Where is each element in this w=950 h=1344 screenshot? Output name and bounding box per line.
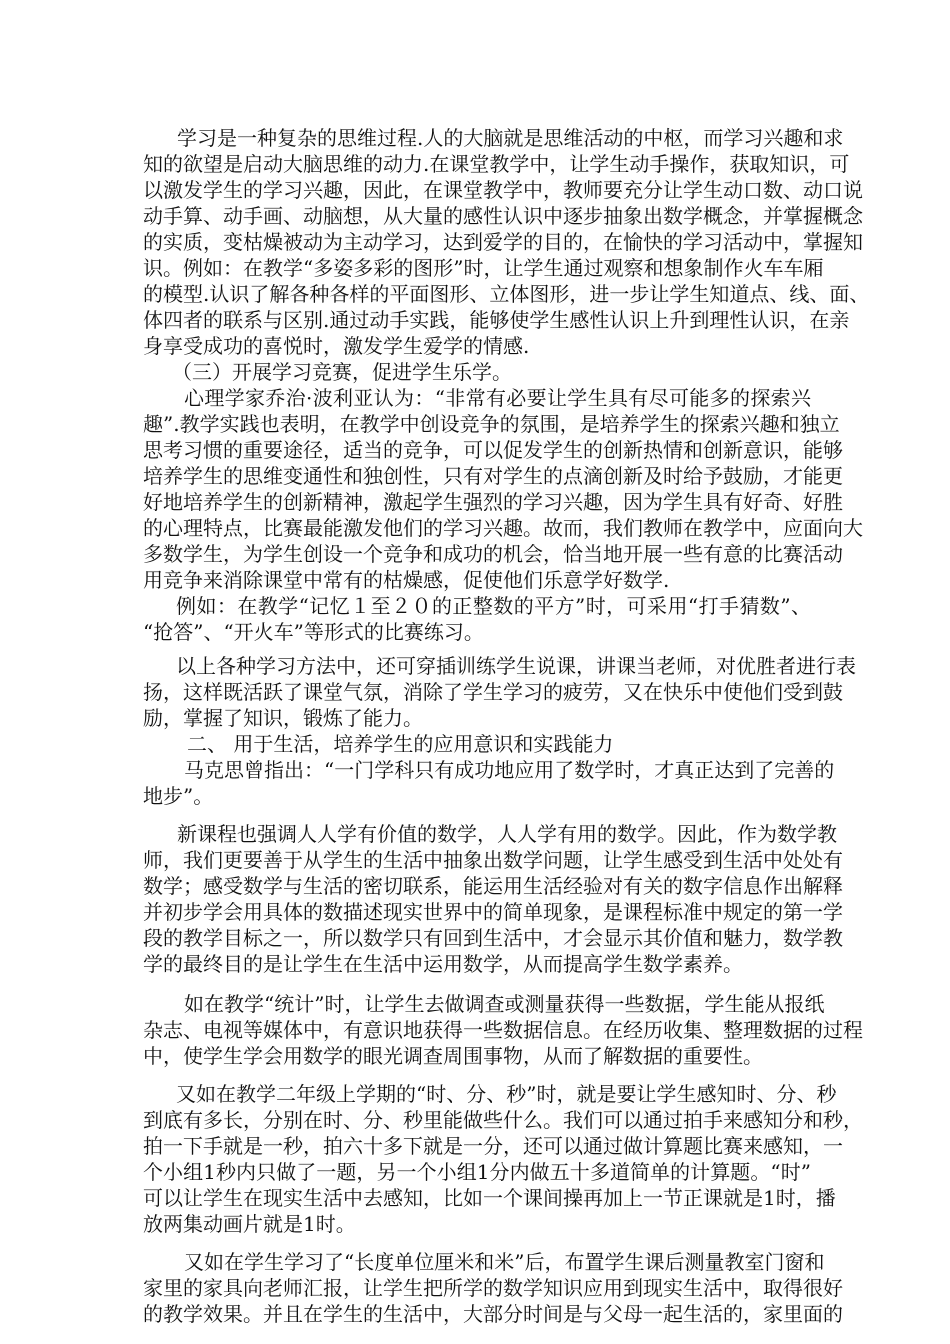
text-line: 扬，这样既活跃了课堂气氛，消除了学生学习的疲劳，又在快乐中使他们受到鼓 [143,680,843,704]
text-line: 的模型.认识了解各种各样的平面图形、立体图形，进一步让学生知道点、线、面、 [143,282,870,306]
text-line: 学习是一种复杂的思维过程.人的大脑就是思维活动的中枢，而学习兴趣和求 [177,126,844,150]
section-heading: （三）开展学习竞赛，促进学生乐学。 [172,360,512,384]
text-line: 学的最终目的是让学生在生活中运用数学，从而提高学生数学素养。 [143,952,743,976]
text-line: 杂志、电视等媒体中，有意识地获得一些数据信息。在经历收集、整理数据的过程 [143,1018,863,1042]
text-line: 心理学家乔治·波利亚认为：“非常有必要让学生具有尽可能多的探索兴 [184,386,811,410]
text-line: 思考习惯的重要途径，适当的竞争，可以促发学生的创新热情和创新意识，能够 [143,438,843,462]
text-line: 识。例如：在教学“多姿多彩的图形”时，让学生通过观察和想象制作火车车厢 [143,256,824,280]
text-line: 又如在学生学习了“长度单位厘米和米”后，布置学生课后测量教室门窗和 [184,1250,825,1274]
text-line: 个小组1秒内只做了一题，另一个小组1分内做五十多道简单的计算题。“时” [143,1160,811,1184]
text-line: 例如：在教学“记忆１至２０的正整数的平方”时，可采用“打手猜数”、 [176,594,811,618]
text-line: 放两集动画片就是1时。 [143,1212,356,1236]
text-line: 体四者的联系与区别.通过动手实践，能够使学生感性认识上升到理性认识，在亲 [143,308,850,332]
text-line: 马克思曾指出：“一门学科只有成功地应用了数学时，才真正达到了完善的 [184,758,835,782]
text-line: 身享受成功的喜悦时，激发学生爱学的情感. [143,334,530,358]
text-line: 师，我们更要善于从学生的生活中抽象出数学问题，让学生感受到生活中处处有 [143,848,843,872]
text-line: 的教学效果。并且在学生的生活中，大部分时间是与父母一起生活的，家里面的 [143,1302,843,1326]
text-line: 拍一下手就是一秒，拍六十多下就是一分，还可以通过做计算题比赛来感知，一 [143,1134,843,1158]
text-line: 到底有多长，分别在时、分、秒里能做些什么。我们可以通过拍手来感知分和秒， [143,1108,863,1132]
text-line: 励，掌握了知识，锻炼了能力。 [143,706,423,730]
text-line: 多数学生，为学生创设一个竞争和成功的机会，恰当地开展一些有意的比赛活动 [143,542,843,566]
text-line: 培养学生的思维变通性和独创性，只有对学生的点滴创新及时给予鼓励，才能更 [143,464,843,488]
text-line: 可以让学生在现实生活中去感知，比如一个课间操再加上一节正课就是1时，播 [143,1186,836,1210]
text-line: 动手算、动手画、动脑想，从大量的感性认识中逐步抽象出数学概念，并掌握概念 [143,204,863,228]
text-line: 趣”.教学实践也表明，在教学中创设竞争的氛围，是培养学生的探索兴趣和独立 [143,412,840,436]
text-line: “抢答”、“开火车”等形式的比赛练习。 [143,620,484,644]
text-line: 知的欲望是启动大脑思维的动力.在课堂教学中，让学生动手操作，获取知识，可 [143,152,850,176]
text-line: 以上各种学习方法中，还可穿插训练学生说课，讲课当老师，对优胜者进行表 [176,654,856,678]
text-line: 好地培养学生的创新精神，激起学生强烈的学习兴趣，因为学生具有好奇、好胜 [143,490,843,514]
text-line: 以激发学生的学习兴趣，因此，在课堂教学中，教师要充分让学生动口数、动口说 [143,178,863,202]
text-line: 又如在教学二年级上学期的“时、分、秒”时，就是要让学生感知时、分、秒 [176,1082,837,1106]
text-line: 的心理特点，比赛最能激发他们的学习兴趣。故而，我们教师在教学中，应面向大 [143,516,863,540]
text-line: 数学；感受数学与生活的密切联系，能运用生活经验对有关的数字信息作出解释 [143,874,843,898]
text-line: 家里的家具向老师汇报，让学生把所学的数学知识应用到现实生活中，取得很好 [143,1276,843,1300]
text-line: 用竞争来消除课堂中常有的枯燥感，促使他们乐意学好数学. [143,568,670,592]
section-heading: 二、 用于生活，培养学生的应用意识和实践能力 [187,732,614,756]
text-line: 并初步学会用具体的数描述现实世界中的简单现象，是课程标准中规定的第一学 [143,900,843,924]
text-line: 地步”。 [143,784,214,808]
text-line: 中，使学生学会用数学的眼光调查周围事物，从而了解数据的重要性。 [143,1044,763,1068]
text-line: 的实质，变枯燥被动为主动学习，达到爱学的目的，在愉快的学习活动中，掌握知 [143,230,863,254]
text-line: 新课程也强调人人学有价值的数学，人人学有用的数学。因此，作为数学教 [177,822,837,846]
text-line: 如在教学“统计”时，让学生去做调查或测量获得一些数据，学生能从报纸 [184,992,825,1016]
text-line: 段的教学目标之一，所以数学只有回到生活中，才会显示其价值和魅力，数学教 [143,926,843,950]
